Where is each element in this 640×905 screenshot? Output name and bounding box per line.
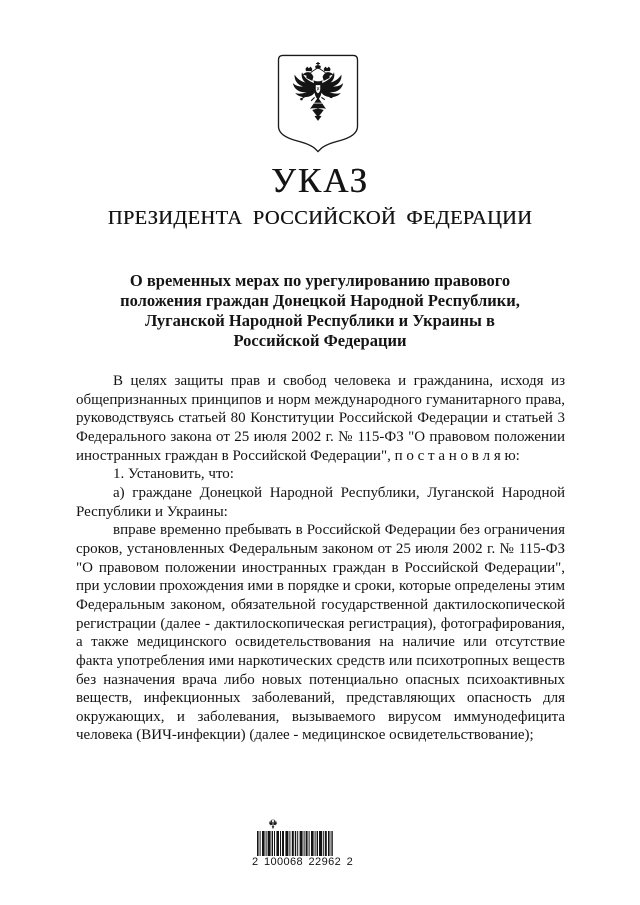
document-type-title: УКАЗ bbox=[270, 161, 370, 200]
coat-of-arms-icon bbox=[277, 54, 359, 153]
body-paragraph: вправе временно пребывать в Российской Федерации без ограничения сроков, установленных Федеральным законом от 25 июля 2002 г. № 115-ФЗ "О правовом положении иностранных граждан в Российской Федерации", при условии прохождения ими в порядке и сроки, которые определены этим Федеральным законом, обязательной государственной дактилоскопической регистрации (далее - дактилоскопическая регистрация), фотографирования, а также медицинского освидетельствования на наличие или отсутствие факта употребления ими наркотических средств или психотропных веществ без назначения врача либо новых потенциально опасных психоактивных веществ, инфекционных заболеваний, представляющих опасность для окружающих, и заболевания, вызываемого вирусом иммунодефицита человека (ВИЧ-инфекции) (далее - медицинское освидетельствование); bbox=[76, 522, 565, 744]
barcode-digits: 2 100068 22962 2 bbox=[252, 856, 354, 868]
body-paragraph: 1. Установить, что: bbox=[113, 466, 234, 483]
issuer-title: ПРЕЗИДЕНТА РОССИЙСКОЙ ФЕДЕРАЦИИ bbox=[107, 207, 533, 229]
body-paragraph: В целях защиты прав и свобод человека и гражданина, исходя из общепризнанных принципов и норм международного гуманитарного права, руководствуясь статьей 80 Конституции Российской Федерации и статьей 3 Федерального закона от 25 июля 2002 г. № 115-ФЗ "О правовом положении иностранных граждан в Российской Федерации", п о с т а н о в л я ю: bbox=[76, 373, 565, 464]
barcode bbox=[252, 819, 352, 868]
decree-subject-heading: О временных мерах по урегулированию правового положения граждан Донецкой Народной Республики, Луганской Народной Республики и Украины в Российской Федерации bbox=[120, 271, 520, 350]
decree-body bbox=[76, 372, 565, 745]
body-paragraph: а) граждане Донецкой Народной Республики, Луганской Народной Республики и Украины: bbox=[76, 484, 565, 520]
small-eagle-icon bbox=[265, 819, 281, 830]
barcode-bars-icon bbox=[257, 831, 333, 856]
